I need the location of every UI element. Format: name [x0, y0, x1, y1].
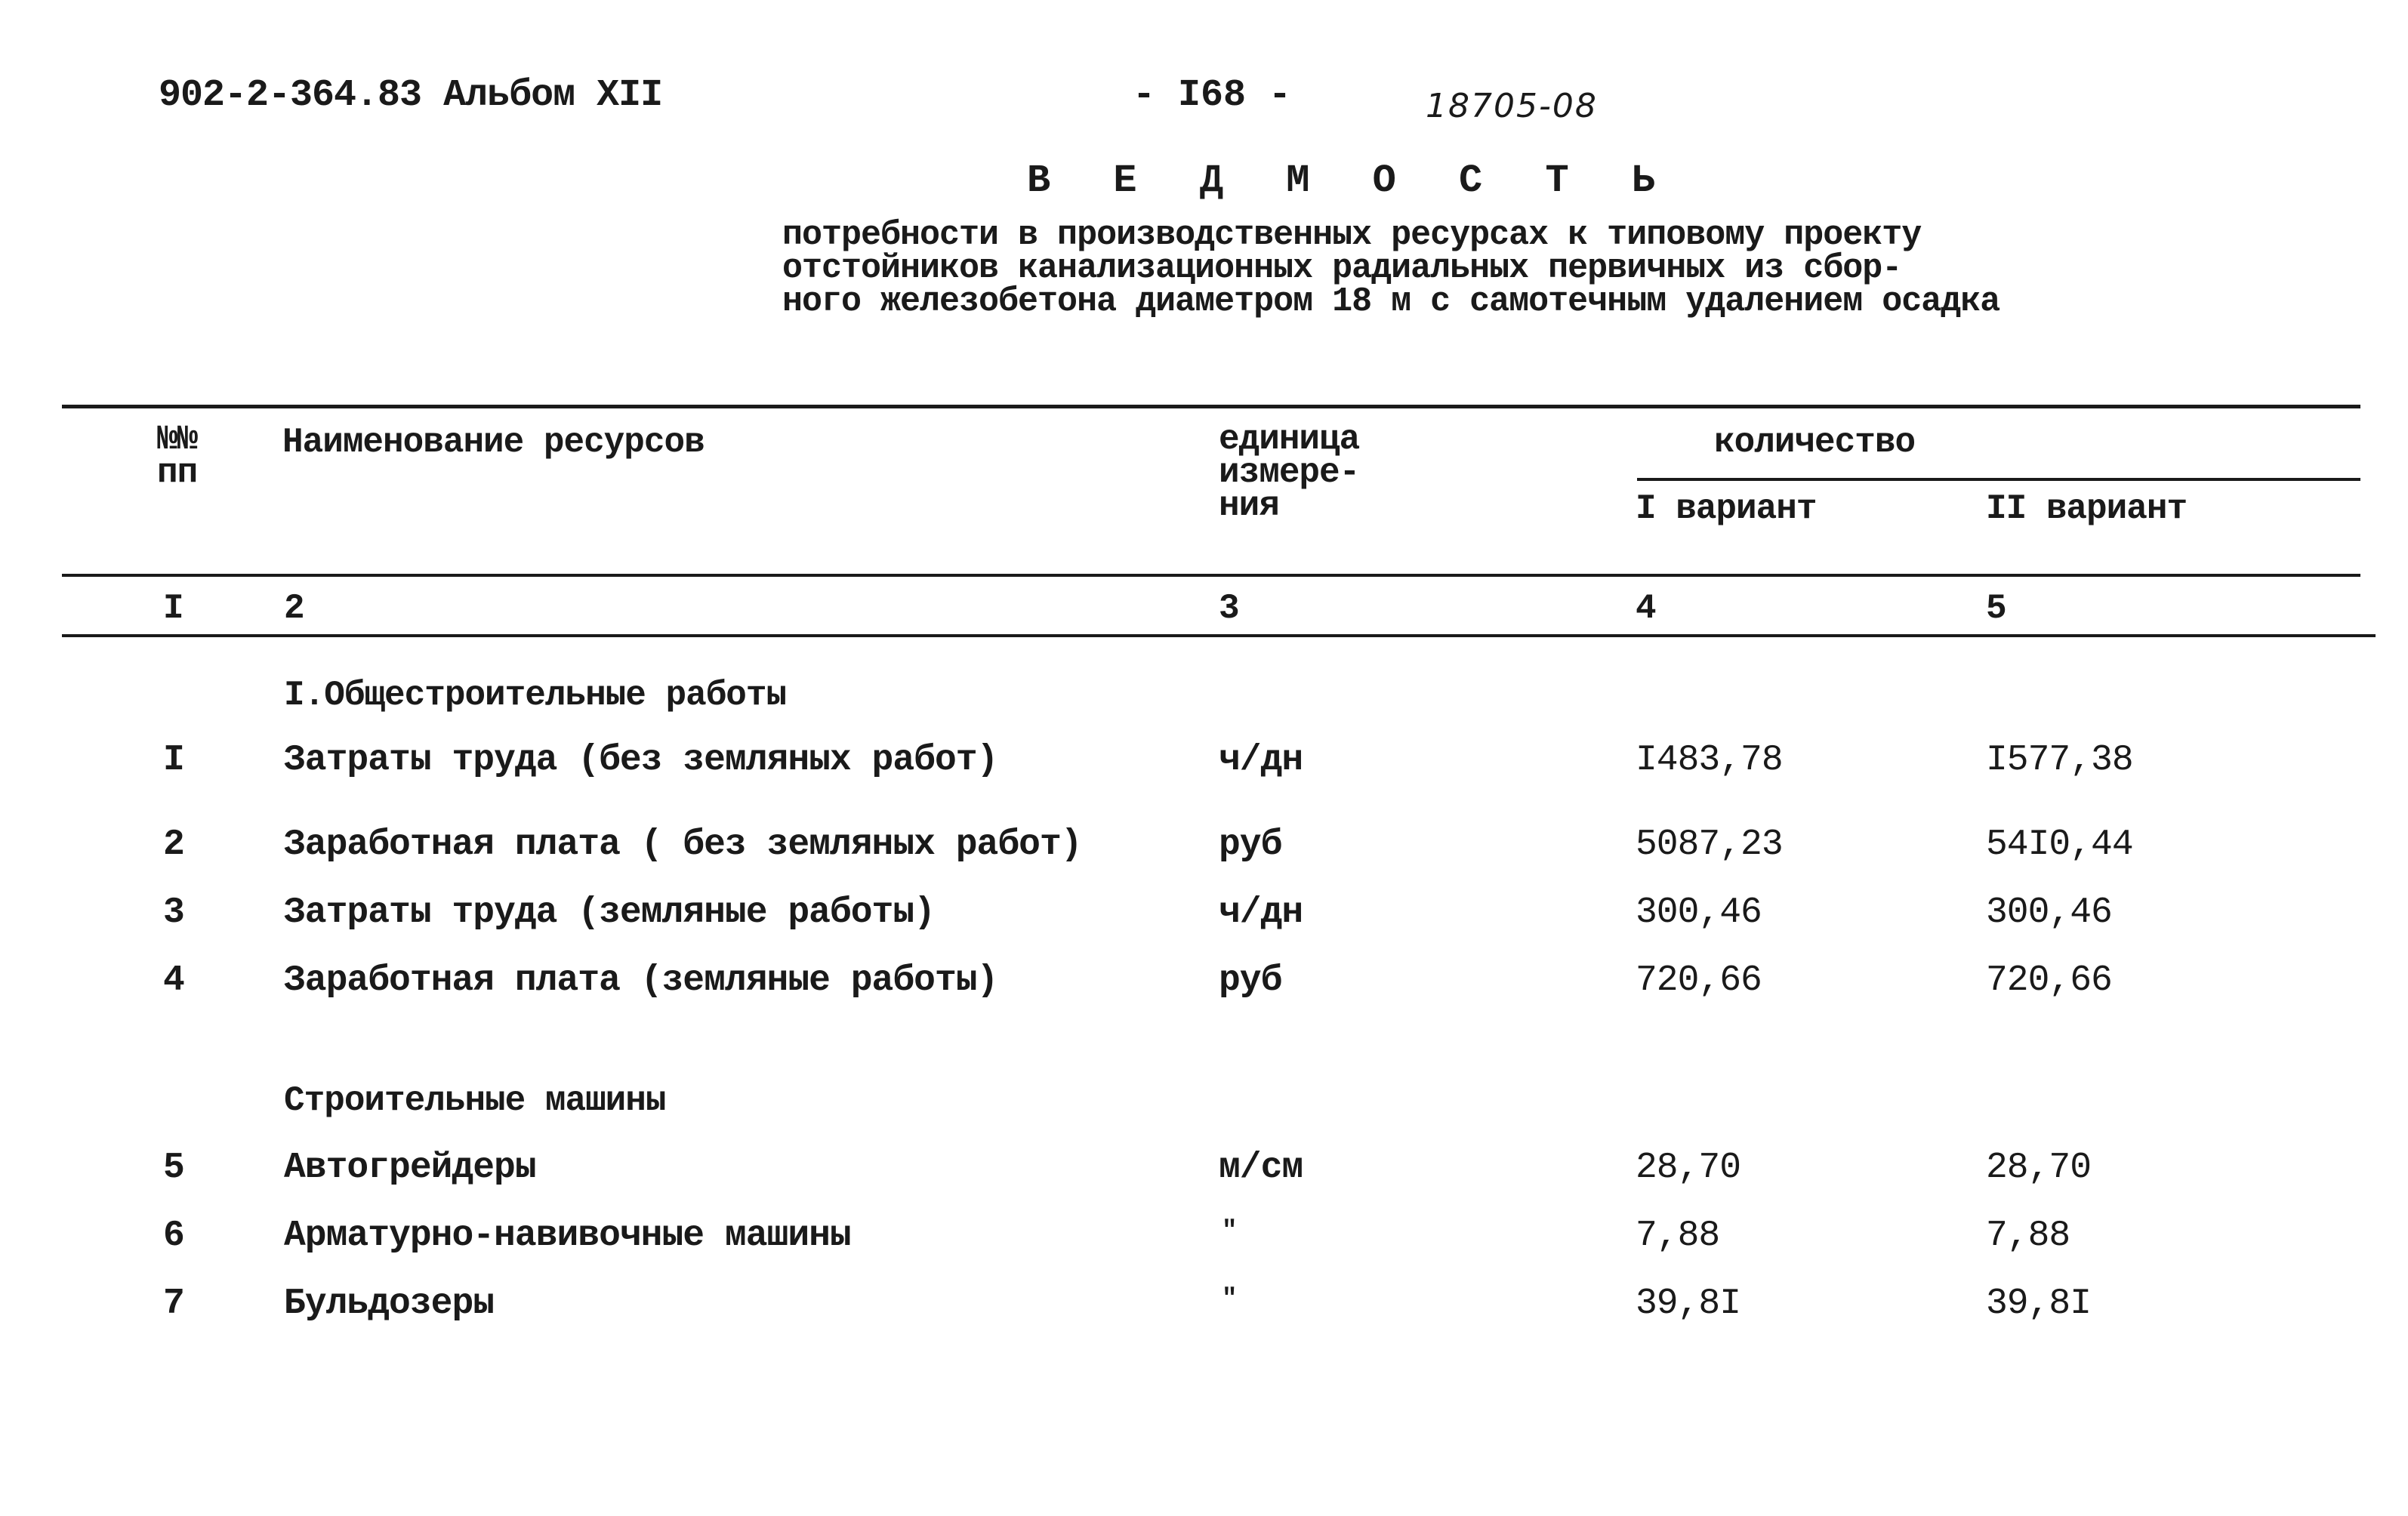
row-name: Затраты труда (без земляных работ): [284, 740, 998, 781]
row-variant-1: 5087,23: [1636, 824, 1783, 865]
header-unit-line-2: измере-: [1219, 453, 1360, 492]
row-name: Заработная плата (земляные работы): [284, 960, 998, 1001]
row-variant-1: 7,88: [1636, 1216, 1720, 1256]
row-variant-2: 54I0,44: [1986, 824, 2133, 865]
header-variant-2: II вариант: [1986, 489, 2188, 528]
header-num-line-1: №№: [157, 420, 198, 459]
row-num: 5: [163, 1148, 184, 1188]
page-number: - I68 -: [1133, 74, 1292, 117]
row-variant-2: 28,70: [1986, 1148, 2092, 1188]
document-code: 902-2-364.83 Альбом XII: [159, 74, 663, 117]
row-num: 6: [163, 1216, 184, 1256]
row-num: I: [163, 740, 184, 781]
row-name: Автогрейдеры: [284, 1148, 536, 1188]
header-quantity: количество: [1714, 423, 1916, 462]
row-variant-1: 39,8I: [1636, 1283, 1741, 1324]
header-unit-line-3: ния: [1219, 486, 1279, 525]
col-number-2: 2: [284, 589, 305, 628]
row-variant-2: 300,46: [1986, 892, 2112, 933]
row-variant-2: I577,38: [1986, 740, 2133, 781]
row-num: 4: [163, 960, 184, 1001]
row-unit-ditto: ": [1222, 1217, 1237, 1246]
col-number-1: I: [163, 589, 184, 628]
subtitle-line-1: потребности в производственных ресурсах к типовому проекту: [782, 216, 1922, 254]
table-top-rule: [62, 405, 2360, 408]
col-number-4: 4: [1636, 589, 1657, 628]
row-unit-ditto: ": [1222, 1285, 1237, 1314]
col-numbers-rule: [62, 634, 2376, 637]
row-variant-1: 300,46: [1636, 892, 1762, 933]
section-title: I.Общестроительные работы: [284, 676, 787, 715]
handwritten-number: 18705-08: [1426, 87, 1598, 125]
row-variant-1: 720,66: [1636, 960, 1762, 1001]
row-variant-1: 28,70: [1636, 1148, 1741, 1188]
row-unit: руб: [1219, 824, 1282, 865]
col-number-5: 5: [1986, 589, 2007, 628]
row-num: 2: [163, 824, 184, 865]
row-name: Арматурно-навивочные машины: [284, 1216, 851, 1256]
document-title: В Е Д М О С Т Ь: [1027, 159, 1676, 203]
row-variant-2: 720,66: [1986, 960, 2112, 1001]
row-unit: руб: [1219, 960, 1282, 1001]
row-unit: ч/дн: [1219, 740, 1303, 781]
header-name: Наименование ресурсов: [282, 423, 705, 462]
header-variant-1: I вариант: [1636, 489, 1817, 528]
header-num: [157, 420, 198, 492]
quantity-sub-rule: [1637, 478, 2360, 481]
row-unit: ч/дн: [1219, 892, 1303, 933]
col-number-3: 3: [1219, 589, 1240, 628]
section-title: Строительные машины: [284, 1081, 666, 1120]
row-name: Заработная плата ( без земляных работ): [284, 824, 1082, 865]
header-unit: [1219, 420, 1360, 525]
header-unit-line-1: единица: [1219, 420, 1360, 459]
row-num: 7: [163, 1283, 184, 1324]
row-variant-2: 7,88: [1986, 1216, 2070, 1256]
subtitle-line-3: ного железобетона диаметром 18 м с самотечным удалением осадка: [782, 282, 2000, 321]
row-variant-1: I483,78: [1636, 740, 1783, 781]
row-num: 3: [163, 892, 184, 933]
row-variant-2: 39,8I: [1986, 1283, 2092, 1324]
row-unit: м/см: [1219, 1148, 1303, 1188]
header-bottom-rule: [62, 574, 2360, 577]
header-num-line-2: пп: [157, 453, 198, 492]
row-name: Бульдозеры: [284, 1283, 495, 1324]
subtitle-line-2: отстойников канализационных радиальных первичных из сбор-: [782, 249, 1902, 288]
row-name: Затраты труда (земляные работы): [284, 892, 935, 933]
